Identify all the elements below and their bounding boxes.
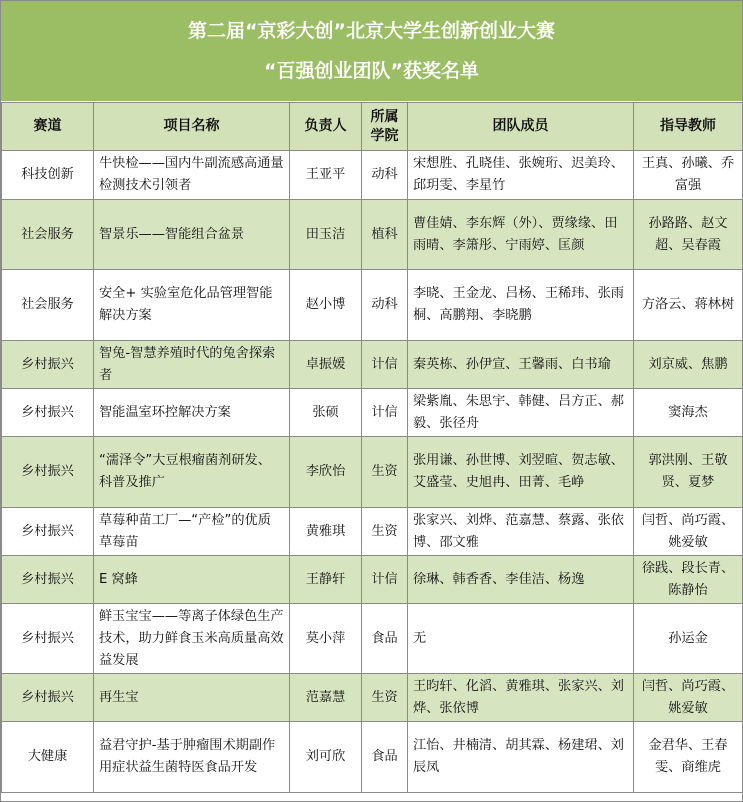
cell-college: 计信	[362, 389, 408, 437]
cell-leader: 黄雅琪	[290, 508, 362, 556]
table-row	[2, 270, 743, 341]
cell-advisor: 郭洪刚、王敬贤、夏梦	[634, 437, 743, 508]
cell-college: 动科	[362, 151, 408, 200]
cell-project: 安全+ 实验室危化品管理智能解决方案	[94, 270, 290, 341]
table-body	[2, 151, 743, 793]
cell-project: 智能温室环控解决方案	[94, 389, 290, 437]
cell-college: 植科	[362, 200, 408, 270]
cell-college: 生资	[362, 674, 408, 722]
cell-leader: 张硕	[290, 389, 362, 437]
cell-leader: 刘可欣	[290, 722, 362, 793]
cell-leader: 田玉洁	[290, 200, 362, 270]
cell-project: 智兔-智慧养殖时代的兔舍探索者	[94, 341, 290, 389]
table-row	[2, 389, 743, 437]
cell-members: 曹佳婧、李东辉（外）、贾缘缘、田雨晴、李箫彤、宁雨婷、匡颜	[408, 200, 634, 270]
cell-members: 张用谦、孙世博、刘翌暄、贺志敏、艾盛莹、史旭冉、田菁、毛峥	[408, 437, 634, 508]
cell-advisor: 孙路路、赵文超、吴春霞	[634, 200, 743, 270]
cell-project: 鲜玉宝宝——等离子体绿色生产技术，助力鲜食玉米高质量高效益发展	[94, 604, 290, 674]
cell-advisor: 闫哲、尚巧霞、姚爱敏	[634, 508, 743, 556]
award-table	[1, 102, 743, 793]
cell-members: 宋想胜、孔晓佳、张婉珩、迟美玲、邱玥雯、李星竹	[408, 151, 634, 200]
cell-leader: 莫小萍	[290, 604, 362, 674]
table-row	[2, 722, 743, 793]
header-members: 团队成员	[408, 103, 634, 151]
cell-leader: 王静轩	[290, 556, 362, 604]
cell-track: 大健康	[2, 722, 94, 793]
cell-advisor: 金君华、王春雯、商维虎	[634, 722, 743, 793]
header-track: 赛道	[2, 103, 94, 151]
title-line-1: 第二届“京彩大创”北京大学生创新创业大赛	[188, 20, 555, 42]
cell-project: 再生宝	[94, 674, 290, 722]
table-row	[2, 508, 743, 556]
cell-college: 生资	[362, 508, 408, 556]
table-row	[2, 200, 743, 270]
cell-project: 草莓种苗工厂—“产检”的优质草莓苗	[94, 508, 290, 556]
cell-advisor: 方洛云、蒋林树	[634, 270, 743, 341]
cell-college: 计信	[362, 341, 408, 389]
cell-project: “濡泽令”大豆根瘤菌剂研发、科普及推广	[94, 437, 290, 508]
table-row	[2, 151, 743, 200]
cell-track: 乡村振兴	[2, 604, 94, 674]
cell-leader: 卓振媛	[290, 341, 362, 389]
cell-track: 社会服务	[2, 270, 94, 341]
cell-project: 牛快检——国内牛副流感高通量检测技术引领者	[94, 151, 290, 200]
cell-members: 无	[408, 604, 634, 674]
cell-track: 科技创新	[2, 151, 94, 200]
cell-college: 计信	[362, 556, 408, 604]
cell-college: 食品	[362, 722, 408, 793]
cell-members: 秦英栋、孙伊宣、王馨雨、白书瑜	[408, 341, 634, 389]
cell-leader: 王亚平	[290, 151, 362, 200]
table-row	[2, 674, 743, 722]
cell-leader: 赵小博	[290, 270, 362, 341]
cell-members: 张家兴、刘烨、范嘉慧、蔡露、张依博、邵文雅	[408, 508, 634, 556]
cell-college: 动科	[362, 270, 408, 341]
cell-track: 乡村振兴	[2, 341, 94, 389]
cell-members: 徐琳、韩香香、李佳洁、杨逸	[408, 556, 634, 604]
table-header-row	[2, 103, 743, 151]
cell-track: 乡村振兴	[2, 674, 94, 722]
cell-track: 乡村振兴	[2, 556, 94, 604]
table-row	[2, 556, 743, 604]
cell-track: 乡村振兴	[2, 437, 94, 508]
title-line-2: “百强创业团队”获奖名单	[264, 60, 479, 82]
cell-advisor: 王真、孙曦、乔富强	[634, 151, 743, 200]
cell-track: 社会服务	[2, 200, 94, 270]
cell-project: E 窝蜂	[94, 556, 290, 604]
cell-members: 李晓、王金龙、吕杨、王稀玮、张雨桐、高鹏翔、李晓鹏	[408, 270, 634, 341]
cell-advisor: 闫哲、尚巧霞、姚爱敏	[634, 674, 743, 722]
table-row	[2, 604, 743, 674]
cell-advisor: 窦海杰	[634, 389, 743, 437]
cell-project: 智景乐——智能组合盆景	[94, 200, 290, 270]
header-leader: 负责人	[290, 103, 362, 151]
header-advisor: 指导教师	[634, 103, 743, 151]
cell-members: 王昀轩、化滔、黄雅琪、张家兴、刘烨、张依博	[408, 674, 634, 722]
cell-college: 生资	[362, 437, 408, 508]
title-banner	[1, 1, 742, 102]
cell-advisor: 孙运金	[634, 604, 743, 674]
header-college: 所属学院	[362, 103, 408, 151]
cell-college: 食品	[362, 604, 408, 674]
table-row	[2, 341, 743, 389]
cell-members: 江怡、井楠清、胡其霖、杨建珺、刘辰凤	[408, 722, 634, 793]
cell-project: 益君守护-基于肿瘤围术期副作用症状益生菌特医食品开发	[94, 722, 290, 793]
cell-leader: 李欣怡	[290, 437, 362, 508]
cell-track: 乡村振兴	[2, 508, 94, 556]
table-row	[2, 437, 743, 508]
cell-track: 乡村振兴	[2, 389, 94, 437]
cell-advisor: 刘京威、焦鹏	[634, 341, 743, 389]
cell-advisor: 徐践、段长青、陈静怡	[634, 556, 743, 604]
header-project: 项目名称	[94, 103, 290, 151]
cell-leader: 范嘉慧	[290, 674, 362, 722]
cell-members: 梁紫胤、朱思宇、韩健、吕方正、郝毅、张径舟	[408, 389, 634, 437]
